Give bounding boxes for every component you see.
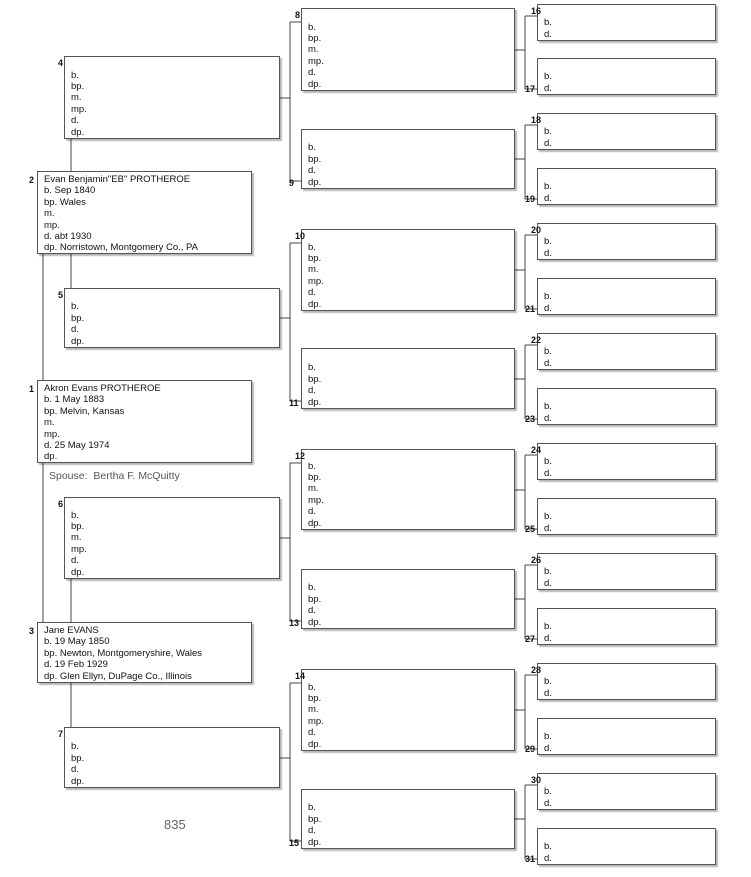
person-fact: b. [308, 142, 316, 154]
person-box-29 [537, 718, 716, 755]
person-details [544, 786, 712, 809]
person-fact: b. [308, 21, 316, 33]
person-box-14 [301, 669, 515, 751]
person-fact: dp. Norristown, Montgomery Co., PA [44, 242, 198, 254]
person-box-4 [64, 56, 280, 139]
person-number: 18 [531, 115, 542, 125]
person-fact: m. [308, 704, 319, 716]
person-number: 15 [289, 838, 300, 848]
person-number: 28 [531, 665, 542, 675]
person-number: 25 [525, 524, 536, 534]
person-fact: d. [308, 385, 316, 397]
person-box-2 [37, 171, 252, 254]
person-fact: mp. [71, 543, 87, 555]
person-fact: d. [544, 137, 552, 149]
person-fact: b. 1 May 1883 [44, 394, 105, 406]
person-number: 30 [531, 775, 542, 785]
person-fact: b. [71, 509, 79, 521]
person-number: 23 [525, 414, 536, 424]
person-fact: dp. [308, 616, 322, 628]
person-name: Akron Evans PROTHEROE [44, 383, 161, 394]
spouse-line [49, 470, 180, 482]
person-fact: mp. [308, 275, 324, 287]
person-fact: mp. [308, 715, 324, 727]
person-box-17 [537, 58, 716, 95]
person-number: 14 [295, 671, 306, 681]
person-fact: b. [544, 676, 552, 688]
person-fact: b. [308, 460, 316, 472]
person-details [308, 242, 511, 310]
person-fact: d. [544, 357, 552, 369]
person-fact: d. [544, 247, 552, 259]
person-box-6 [64, 497, 280, 579]
person-fact: d. abt 1930 [44, 230, 92, 242]
person-fact: dp. [71, 126, 85, 138]
person-number: 5 [58, 290, 64, 300]
person-box-12 [301, 449, 515, 530]
person-details [44, 174, 248, 254]
person-fact: bp. [71, 520, 85, 532]
person-box-31 [537, 828, 716, 865]
person-details [308, 802, 511, 848]
person-details [308, 362, 511, 408]
person-fact: d. [544, 522, 552, 534]
person-box-22 [537, 333, 716, 370]
person-fact: d. [71, 555, 79, 567]
person-details [44, 383, 248, 463]
person-fact: mp. [44, 428, 60, 440]
person-number: 3 [29, 626, 35, 636]
person-number: 17 [525, 84, 536, 94]
person-number: 20 [531, 225, 542, 235]
person-box-10 [301, 229, 515, 311]
person-number: 21 [525, 304, 536, 314]
person-fact: mp. [44, 219, 60, 231]
person-number: 10 [295, 231, 306, 241]
person-box-20 [537, 223, 716, 260]
person-details [544, 17, 712, 40]
person-number: 29 [525, 744, 536, 754]
person-fact: b. [544, 291, 552, 303]
person-box-18 [537, 113, 716, 150]
person-fact: d. [71, 115, 79, 127]
person-fact: b. [544, 346, 552, 358]
person-fact: bp. [308, 373, 322, 385]
person-fact: d. [544, 577, 552, 589]
person-fact: b. [544, 511, 552, 523]
person-fact: b. [308, 681, 316, 693]
person-box-25 [537, 498, 716, 535]
person-details [71, 510, 276, 578]
person-details [544, 181, 712, 204]
person-details [544, 841, 712, 864]
person-fact: dp. [308, 78, 322, 90]
person-details [308, 582, 511, 628]
person-number: 1 [29, 384, 35, 394]
person-details [544, 126, 712, 149]
person-fact: mp. [308, 55, 324, 67]
person-box-23 [537, 388, 716, 425]
person-number: 16 [531, 6, 542, 16]
person-name: Jane EVANS [44, 625, 99, 636]
person-number: 19 [525, 194, 536, 204]
person-fact: bp. [71, 80, 85, 92]
person-box-24 [537, 443, 716, 480]
person-name: Evan Benjamin"EB" PROTHEROE [44, 174, 191, 185]
person-details [544, 236, 712, 259]
person-fact: bp. [308, 153, 322, 165]
person-details [71, 301, 276, 347]
person-fact: m. [44, 208, 55, 220]
person-fact: b. [544, 621, 552, 633]
person-box-30 [537, 773, 716, 810]
person-fact: bp. [308, 252, 322, 264]
person-fact: bp. Wales [44, 196, 86, 208]
person-fact: bp. [308, 813, 322, 825]
person-fact: dp. [308, 738, 322, 750]
person-box-1 [37, 380, 252, 463]
person-fact: d. [544, 742, 552, 754]
person-fact: d. [308, 165, 316, 177]
person-fact: dp. [308, 176, 322, 188]
person-box-5 [64, 288, 280, 348]
spouse-label: Spouse: [49, 470, 88, 482]
person-fact: dp. [308, 396, 322, 408]
person-fact: m. [44, 417, 55, 429]
person-details [71, 70, 276, 138]
person-box-28 [537, 663, 716, 700]
person-box-9 [301, 129, 515, 189]
person-box-16 [537, 4, 716, 41]
person-fact: d. [544, 852, 552, 864]
person-number: 12 [295, 451, 306, 461]
person-fact: b. [544, 841, 552, 853]
person-fact: b. [308, 241, 316, 253]
person-fact: b. [544, 17, 552, 29]
person-fact: b. [308, 802, 316, 814]
person-fact: d. [71, 764, 79, 776]
person-fact: d. [544, 82, 552, 94]
person-fact: d. [71, 324, 79, 336]
person-box-26 [537, 553, 716, 590]
person-fact: m. [71, 532, 82, 544]
person-fact: dp. [71, 775, 85, 787]
person-box-15 [301, 789, 515, 849]
person-fact: bp. [308, 32, 322, 44]
person-number: 2 [29, 175, 35, 185]
spouse-name: Bertha F. McQuitty [93, 470, 180, 482]
person-fact: dp. [71, 566, 85, 578]
person-fact: d. [308, 825, 316, 837]
person-fact: b. [544, 401, 552, 413]
person-fact: d. 19 Feb 1929 [44, 659, 108, 671]
person-number: 24 [531, 445, 542, 455]
person-number: 8 [295, 10, 301, 20]
person-details [544, 676, 712, 699]
person-fact: bp. [308, 471, 322, 483]
person-fact: m. [308, 483, 319, 495]
person-fact: m. [308, 44, 319, 56]
person-fact: bp. Newton, Montgomeryshire, Wales [44, 647, 203, 659]
person-fact: b. [544, 456, 552, 468]
person-fact: m. [308, 264, 319, 276]
person-fact: b. [544, 236, 552, 248]
person-number: 4 [58, 58, 64, 68]
person-fact: d. [544, 302, 552, 314]
person-details [544, 401, 712, 424]
person-fact: mp. [308, 494, 324, 506]
person-box-27 [537, 608, 716, 645]
person-fact: b. [71, 69, 79, 81]
person-fact: b. [71, 301, 79, 313]
person-fact: d. [308, 506, 316, 518]
person-fact: d. [544, 687, 552, 699]
person-fact: d. [544, 28, 552, 40]
person-fact: b. [308, 582, 316, 594]
person-details [44, 625, 248, 682]
person-fact: d. [544, 797, 552, 809]
person-fact: dp. [44, 451, 58, 463]
person-fact: d. [308, 605, 316, 617]
person-details [308, 461, 511, 529]
person-fact: bp. [308, 692, 322, 704]
person-number: 22 [531, 335, 542, 345]
person-fact: b. Sep 1840 [44, 185, 96, 197]
person-details [544, 291, 712, 314]
person-fact: b. [308, 362, 316, 374]
person-fact: dp. [308, 517, 322, 529]
person-fact: bp. [71, 312, 85, 324]
person-fact: b. [544, 126, 552, 138]
person-fact: d. [544, 632, 552, 644]
person-details [544, 511, 712, 534]
person-number: 13 [289, 618, 300, 628]
person-fact: d. 25 May 1974 [44, 439, 110, 451]
person-fact: bp. [71, 752, 85, 764]
person-fact: d. [308, 287, 316, 299]
person-details [544, 456, 712, 479]
person-details [544, 71, 712, 94]
person-details [71, 741, 276, 787]
person-fact: dp. Glen Ellyn, DuPage Co., Illinois [44, 670, 192, 682]
person-fact: bp. Melvin, Kansas [44, 405, 125, 417]
person-fact: dp. [71, 335, 85, 347]
person-details [544, 621, 712, 644]
person-details [544, 566, 712, 589]
person-number: 7 [58, 729, 64, 739]
person-fact: dp. [308, 298, 322, 310]
person-number: 6 [58, 499, 64, 509]
person-box-13 [301, 569, 515, 629]
person-fact: d. [544, 192, 552, 204]
person-fact: b. [544, 786, 552, 798]
person-fact: d. [544, 412, 552, 424]
person-fact: b. [544, 566, 552, 578]
person-fact: d. [544, 467, 552, 479]
person-fact: d. [308, 67, 316, 79]
person-details [308, 142, 511, 188]
person-fact: b. 19 May 1850 [44, 636, 110, 648]
person-fact: bp. [308, 593, 322, 605]
person-fact: m. [71, 92, 82, 104]
person-box-7 [64, 727, 280, 788]
person-box-11 [301, 348, 515, 409]
person-box-3 [37, 622, 252, 683]
person-details [544, 346, 712, 369]
person-box-8 [301, 8, 515, 91]
person-number: 9 [289, 178, 295, 188]
person-fact: b. [544, 731, 552, 743]
person-fact: mp. [71, 103, 87, 115]
person-number: 27 [525, 634, 536, 644]
person-fact: b. [544, 71, 552, 83]
person-fact: d. [308, 727, 316, 739]
person-fact: b. [544, 181, 552, 193]
person-box-19 [537, 168, 716, 205]
person-fact: b. [71, 741, 79, 753]
person-details [544, 731, 712, 754]
person-number: 26 [531, 555, 542, 565]
person-number: 11 [289, 398, 299, 408]
person-number: 31 [525, 854, 536, 864]
person-fact: dp. [308, 836, 322, 848]
person-details [308, 22, 511, 90]
page-number: 835 [164, 817, 186, 832]
person-box-21 [537, 278, 716, 315]
person-details [308, 682, 511, 750]
